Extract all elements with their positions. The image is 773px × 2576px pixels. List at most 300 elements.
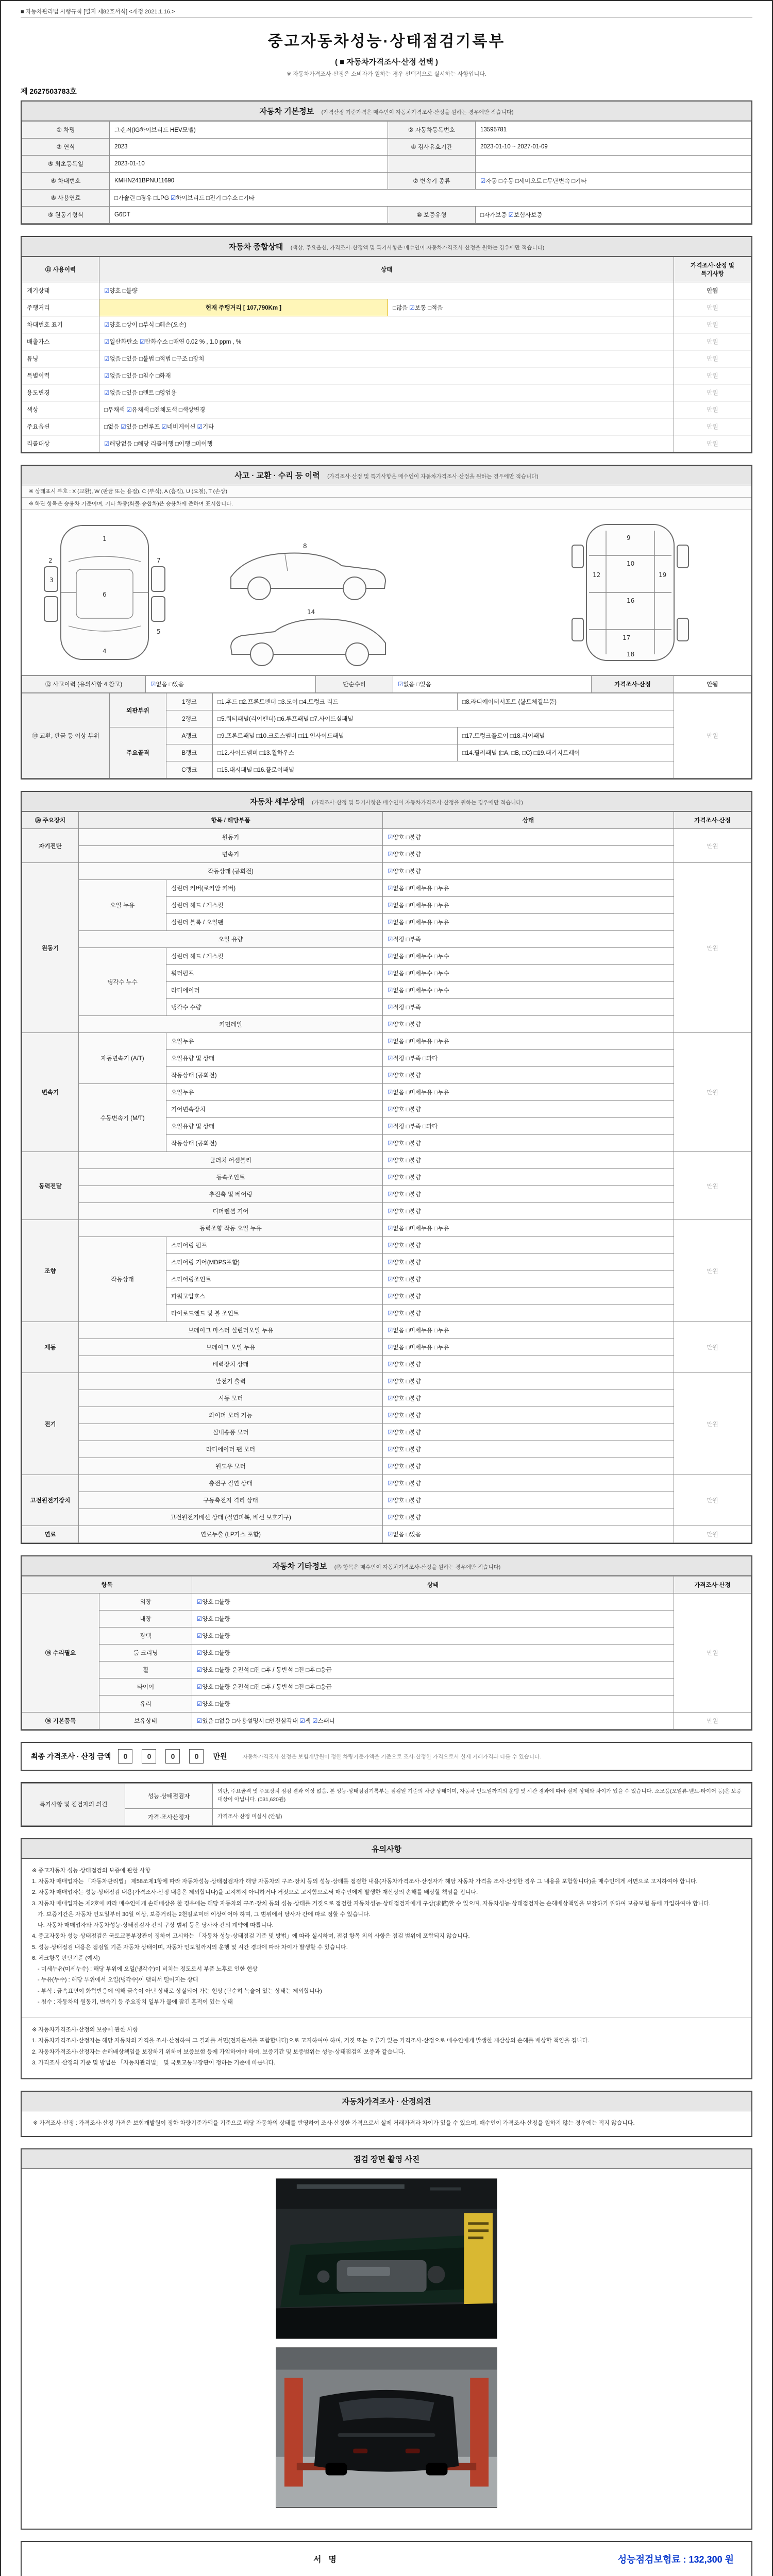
notices-body-2 [22, 2018, 751, 2078]
svg-text:19: 19 [659, 571, 667, 579]
table-cell: 가격조사·산정 미실시 (안됨) [213, 1808, 751, 1825]
checked-box: ☑ [388, 1260, 393, 1266]
photos-body [22, 2169, 751, 2529]
table-row [22, 1237, 751, 1254]
section-inspector-opinion [21, 1782, 752, 1827]
table-cell: ☑양호 □불량 [383, 1356, 674, 1373]
checked-box: ☑ [388, 1039, 393, 1045]
checked-box: ☑ [388, 1141, 393, 1147]
table-cell: ☑없음 □미세누유 □누유 [383, 1339, 674, 1356]
notice-line: 가. 보증기간은 자동차 인도일부터 30일 이상, 보증거리는 2천킬로미터 이상이어야 하며, 그 범위에서 당사자 간에 따로 정할 수 있습니다. [32, 1911, 371, 1918]
checked-box: ☑ [388, 1294, 393, 1300]
photo-engine-bay [276, 2178, 497, 2339]
checked-box: ☑ [121, 424, 126, 430]
table-row [22, 880, 751, 897]
notice-line: 4. 중고자동차 성능·상태점검은 국토교통부장관이 정하여 고시하는 「자동차 성능·상태점검 기준 및 방법」에 따라 실시하며, 점검 항목 외의 사항은 점검 범위에 포함되지 않습니다. [32, 1933, 470, 1940]
table-cell: 추진축 및 베어링 [79, 1186, 383, 1203]
checked-box: ☑ [388, 1379, 393, 1385]
svg-text:17: 17 [623, 634, 631, 641]
table-cell: ⑩ 보증유형 [388, 207, 476, 224]
table-cell: 커먼레일 [79, 1016, 383, 1033]
table-cell: □15.대시패널 □16.플로어패널 [213, 761, 674, 778]
table-cell: □자가보증 ☑보험사보증 [476, 207, 751, 224]
table-cell: ☑없음 □있음 [393, 676, 592, 693]
table-cell: 오일유량 및 상태 [166, 1118, 383, 1135]
table-row [22, 190, 751, 207]
checked-box: ☑ [388, 1464, 393, 1470]
table-cell: ☑양호 □불량 [383, 1390, 674, 1407]
checked-box: ☑ [388, 1124, 393, 1130]
valuation-header [22, 2092, 751, 2111]
table-cell: ☑양호 □불량 [383, 1424, 674, 1441]
svg-text:14: 14 [307, 608, 315, 616]
form-reference: ■ 자동차관리법 시행규칙 [별지 제82호서식] <개정 2021.1.16.> [21, 7, 752, 18]
table-cell: 고전원전기배선 상태 (절연피복, 배선 보호기구) [79, 1509, 383, 1526]
price-digit: 0 [189, 1749, 204, 1764]
checked-box: ☑ [104, 356, 110, 362]
section-inspection-photos [21, 2148, 752, 2530]
table-cell: 타이로드엔드 및 볼 조인트 [166, 1305, 383, 1322]
table-cell: ☑없음 □있음 □렌트 □영업용 [99, 384, 674, 401]
table-cell: 외판, 주요골격 및 주요장치 점검 결과 이상 없음. 본 성능·상태점검기록부는 점검일 기준의 차량 상태이며, 자동차 인도일까지의 운행 및 시간 경과에 따라 실제 상태와 차이가 있을 수 있습니다. 소모품(오일류·벨트·타이어 등)은 보증 대상이 아닙니다. (031,620원) [213, 1784, 751, 1809]
checked-box: ☑ [388, 971, 393, 977]
checked-box: ☑ [388, 988, 393, 994]
panel-replacement-table [22, 693, 751, 778]
checked-box: ☑ [197, 1633, 203, 1639]
table-cell: 배출가스 [22, 333, 99, 350]
table-cell: ☑양호 □불량 [383, 1254, 674, 1271]
table-cell: 2023 [110, 139, 388, 156]
table-cell: ☑양호 □불량 [383, 1441, 674, 1458]
table-row [22, 333, 751, 350]
table-row [22, 693, 751, 710]
table-row [22, 1424, 751, 1441]
table-cell: 스티어링 펌프 [166, 1237, 383, 1254]
section-notices [21, 1838, 752, 2079]
notice-line: 1. 자동차가격조사·산정자는 해당 자동차의 가격을 조사·산정하여 그 결과를 서면(전자문서를 포함합니다)으로 고지하여야 하며, 거짓 또는 오류가 있는 가격조사·산정으로 매수인에게 발생한 재산상의 손해를 배상할 책임을 집니다. [32, 2038, 590, 2044]
table-row [22, 1152, 751, 1169]
table-cell: ☑양호 □불량 [192, 1696, 674, 1713]
table-cell: 만원 [674, 401, 751, 418]
table-cell: ☑없음 □미세누수 □누수 [383, 982, 674, 999]
table-row [22, 1509, 751, 1526]
table-cell: 배력장치 상태 [79, 1356, 383, 1373]
table-cell: □14.필러패널 (□A, □B, □C) □19.패키지트레이 [458, 744, 674, 761]
table-cell: 브레이크 오일 누유 [79, 1339, 383, 1356]
table-row [22, 1645, 751, 1662]
table-row [22, 1220, 751, 1237]
svg-text:18: 18 [627, 651, 635, 658]
table-row [22, 1084, 751, 1101]
checked-box: ☑ [104, 288, 110, 294]
table-cell: 차대번호 표기 [22, 316, 99, 333]
table-cell: 등속조인트 [79, 1169, 383, 1186]
notice-line: 3. 가격조사·산정의 기준 및 방법은 「자동차관리법」 및 국토교통부장관이 정하는 기준에 따릅니다. [32, 2059, 276, 2066]
table-cell: ☑양호 □불량 [383, 1492, 674, 1509]
table-cell: 가격조사·산정 [674, 812, 751, 829]
table-cell: 원동기 [22, 863, 79, 1033]
table-cell: ☑양호 □불량 [192, 1645, 674, 1662]
checked-box: ☑ [388, 852, 393, 858]
checked-box: ☑ [388, 1328, 393, 1334]
table-cell: □17.트렁크플로어 □18.리어패널 [458, 727, 674, 744]
table-cell: ☑양호 □불량 운전석 □전 □후 / 동반석 □전 □후 □응급 [192, 1679, 674, 1696]
state-code-legend: ※ 상태표시 부호 : X (교환), W (판금 또는 용접), C (부식), A (흠집), U (요철), T (손상) [22, 485, 751, 498]
section-basic-header [22, 101, 751, 121]
table-cell: 수동변속기 (M/T) [79, 1084, 166, 1152]
final-price-bar [21, 1742, 752, 1771]
table-cell: □많음 ☑보통 □적음 [388, 299, 674, 316]
section-note: (⑮ 항목은 매수인이 자동차가격조사·산정을 원하는 경우에만 적습니다) [334, 1564, 501, 1570]
table-row [22, 931, 751, 948]
table-row [22, 299, 751, 316]
table-row [22, 1628, 751, 1645]
svg-text:3: 3 [49, 577, 54, 584]
table-row [22, 122, 751, 139]
table-row [22, 1492, 751, 1509]
checked-box: ☑ [388, 1362, 393, 1368]
table-cell: 1랭크 [166, 693, 213, 710]
table-cell: ⑨ 원동기형식 [22, 207, 110, 224]
svg-text:4: 4 [103, 648, 107, 655]
table-cell: 만원 [674, 418, 751, 435]
checked-box: ☑ [388, 1107, 393, 1113]
checked-box: ☑ [388, 1277, 393, 1283]
table-cell: ⑧ 사용연료 [22, 190, 110, 207]
table-row [22, 316, 751, 333]
checked-box: ☑ [388, 869, 393, 875]
table-row [22, 1611, 751, 1628]
checked-box: ☑ [388, 1192, 393, 1198]
checked-box: ☑ [104, 322, 110, 328]
document-title: 중고자동차성능·상태점검기록부 [267, 33, 506, 50]
table-cell: 현재 주행거리 [ 107,790Km ] [99, 299, 388, 316]
section-detailed-condition [21, 791, 752, 1544]
table-cell: ☑없음 □있음 [146, 676, 316, 693]
table-cell: 13595781 [476, 122, 751, 139]
table-cell: 작동상태 (공회전) [166, 1067, 383, 1084]
checked-box: ☑ [409, 305, 415, 311]
table-cell: ☑양호 □불량 [383, 1101, 674, 1118]
svg-text:5: 5 [157, 628, 161, 635]
table-cell: 만원 [674, 1526, 751, 1543]
checked-box: ☑ [388, 1515, 393, 1521]
section-title: 자동차 기본정보 [259, 107, 314, 116]
table-cell: 오일누유 [166, 1033, 383, 1050]
table-row [22, 812, 751, 829]
table-cell: ☑적정 □부족 □과다 [383, 1118, 674, 1135]
document-number: 제 2627503783호 [21, 87, 77, 95]
table-cell: 동력조향 작동 오일 누유 [79, 1220, 383, 1237]
table-cell: 냉각수 누수 [79, 948, 166, 1016]
table-row [22, 1203, 751, 1220]
table-cell: 자기진단 [22, 829, 79, 863]
table-cell: 윈도우 모터 [79, 1458, 383, 1475]
table-row [22, 350, 751, 367]
checked-box: ☑ [104, 390, 110, 396]
photo-engine-bay-image [276, 2179, 497, 2338]
checked-box: ☑ [104, 373, 110, 379]
table-cell: 만원 [674, 1475, 751, 1526]
checked-box: ☑ [388, 1158, 393, 1164]
table-cell: 보유상태 [99, 1713, 192, 1730]
table-cell: 광택 [99, 1628, 192, 1645]
checked-box: ☑ [197, 1684, 203, 1690]
notice-line: 6. 체크항목 판단기준 (예시) [32, 1955, 100, 1961]
table-cell: 안됨 [674, 676, 751, 693]
table-cell: 만원 [674, 1152, 751, 1220]
table-cell: 연료누출 (LP가스 포함) [79, 1526, 383, 1543]
table-cell: 가격조사·산정 [674, 1577, 751, 1594]
table-row [22, 1784, 751, 1809]
table-cell: 만원 [674, 316, 751, 333]
svg-text:9: 9 [627, 534, 631, 541]
table-cell: 시동 모터 [79, 1390, 383, 1407]
checked-box: ☑ [388, 1209, 393, 1215]
checked-box: ☑ [388, 1243, 393, 1249]
table-cell: ☑양호 □불량 [192, 1611, 674, 1628]
table-cell: 작동상태 (공회전) [79, 863, 383, 880]
table-cell: 브레이크 마스터 실린더오일 누유 [79, 1322, 383, 1339]
table-cell: 계기상태 [22, 282, 99, 299]
table-row [22, 1679, 751, 1696]
table-cell: 만원 [674, 1322, 751, 1373]
notice-line: - 누유(누수) : 해당 부위에서 오일(냉각수)이 맺혀서 떨어지는 상태 [32, 1977, 198, 1984]
section-overall-header [22, 237, 751, 257]
vehicle-type-legend: ※ 하단 항목은 승용차 기준이며, 기타 차종(화물·승합차)은 승용차에 준하여 표시합니다. [22, 498, 751, 510]
table-cell: 특기사항 및 점검자의 의견 [22, 1784, 125, 1826]
table-row [22, 418, 751, 435]
valuation-body: ※ 가격조사·산정 : 가격조사·산정 가격은 보험개발원이 정한 차량기준가액을 기준으로 해당 자동차의 상태를 반영하여 조사·산정한 가격으로서 실제 거래가격과 차이가 있을 수 있으며, 매수인이 가격조사·산정을 원하지 않는 경우에는 적지 않습니다. [33, 2120, 635, 2127]
table-cell: 작동상태 (공회전) [166, 1135, 383, 1152]
table-cell: 동력전달 [22, 1152, 79, 1220]
table-cell: ☑양호 □불량 [383, 846, 674, 863]
table-row [22, 1390, 751, 1407]
checked-box: ☑ [388, 1056, 393, 1062]
table-cell: 외장 [99, 1594, 192, 1611]
accident-summary-table [22, 675, 751, 693]
table-row [22, 1475, 751, 1492]
section-accident-history [21, 465, 752, 779]
final-price-note: 자동차가격조사·산정은 보험개발원이 정한 차량기준가액을 기준으로 조사·산정한 가격으로서 실제 거래가격과 다를 수 있습니다. [242, 1753, 542, 1760]
section-basic-info [21, 100, 752, 225]
table-cell: ⑤ 최초등록일 [22, 156, 110, 173]
checked-box: ☑ [388, 954, 393, 960]
table-cell: 그랜저(IG하이브리드 HEV모델) [110, 122, 388, 139]
section-title: 점검 장면 촬영 사진 [353, 2155, 420, 2164]
table-cell: 외판부위 [110, 693, 166, 727]
svg-text:1: 1 [103, 535, 107, 543]
section-note: (가격조사·산정 및 특기사항은 매수인이 자동차가격조사·산정을 원하는 경우에만 적습니다) [327, 473, 539, 480]
checked-box: ☑ [140, 339, 145, 345]
table-cell: ☑양호 □불량 [383, 1203, 674, 1220]
checked-box: ☑ [388, 835, 393, 841]
table-row [22, 1808, 751, 1825]
signature-label: 서명 [313, 2555, 344, 2565]
section-title: 자동차 기타정보 [272, 1562, 327, 1571]
svg-text:16: 16 [627, 597, 635, 604]
table-cell: 가격조사·산정 및 특기사항 [674, 257, 751, 282]
section-valuation-opinion [21, 2091, 752, 2137]
table-cell [388, 156, 476, 173]
table-cell: 작동상태 [79, 1237, 166, 1322]
detailed-condition-table [22, 811, 751, 1543]
notice-line: 1. 자동차 매매업자는 「자동차관리법」 제58조제1항에 따라 자동차성능·상태점검자가 해당 자동차의 구조·장치 등의 성능·상태를 점검한 내용(자동차가격조사·산정자가 해당 자동차 가격을 조사·산정한 경우 그 내용을 포함합니다)을 매수인에게 서면으로 고지하여야 합니다. [32, 1878, 698, 1885]
table-cell: G6DT [110, 207, 388, 224]
table-cell: 상태 [383, 812, 674, 829]
svg-text:6: 6 [103, 591, 107, 598]
checked-box: ☑ [104, 339, 110, 345]
table-cell: 실린더 헤드 / 개스킷 [166, 948, 383, 965]
table-row [22, 829, 751, 846]
price-option-line: ( ■ 자동차가격조사·산정 선택 ) [334, 58, 439, 66]
section-title: 사고 · 교환 · 수리 등 이력 [234, 471, 320, 480]
table-cell: □5.쿼터패널(리어펜더) □6.루프패널 □7.사이드실패널 [213, 710, 674, 727]
table-cell: 2023-01-10 ~ 2027-01-09 [476, 139, 751, 156]
table-cell: □없음 ☑있음 □썬루프 ☑네비게이션 ☑기타 [99, 418, 674, 435]
table-cell: 조향 [22, 1220, 79, 1322]
table-row [22, 384, 751, 401]
photos-header [22, 2149, 751, 2169]
car-diagram-top-view [44, 526, 165, 659]
checked-box: ☑ [388, 1481, 393, 1487]
section-title: 유의사항 [372, 1844, 401, 1854]
table-cell: ☑양호 □불량 [383, 1186, 674, 1203]
checked-box: ☑ [508, 212, 514, 218]
car-diagram-underside [572, 524, 688, 660]
table-cell: 주요옵션 [22, 418, 99, 435]
checked-box: ☑ [388, 1005, 393, 1011]
table-cell: B랭크 [166, 744, 213, 761]
svg-text:7: 7 [157, 557, 161, 564]
section-etc-info [21, 1555, 752, 1731]
notice-line: 2. 자동차 매매업자는 성능·상태점검 내용(가격조사·산정 내용은 제외합니다)을 고지하지 아니하거나 거짓으로 고지함으로써 매수인에게 발생한 재산상의 손해를 배상할 책임을 집니다. [32, 1889, 478, 1896]
table-cell: □9.프론트패널 □10.크로스멤버 □11.인사이드패널 [213, 727, 458, 744]
checked-box: ☑ [388, 886, 393, 892]
table-row [22, 1696, 751, 1713]
table-cell: ☑없음 □미세누유 □누유 [383, 1033, 674, 1050]
table-cell [476, 156, 751, 173]
table-cell: ☑적정 □부족 [383, 931, 674, 948]
svg-text:8: 8 [303, 543, 307, 550]
table-cell: 휠 [99, 1662, 192, 1679]
notice-line: 나. 자동차 매매업자와 자동차성능·상태점검자 간의 구상 범위 등은 당사자 간의 계약에 따릅니다. [32, 1922, 274, 1929]
table-cell: ☑양호 □불량 [383, 863, 674, 880]
table-cell: ☑일산화탄소 ☑탄화수소 □매연 0.02 % , 1.0 ppm , % [99, 333, 674, 350]
table-cell: ① 차명 [22, 122, 110, 139]
table-cell: KMHN241BPNU11690 [110, 173, 388, 190]
table-cell: ⑦ 변속기 종류 [388, 173, 476, 190]
table-cell: ☑없음 □미세누수 □누수 [383, 948, 674, 965]
table-row [22, 1713, 751, 1730]
table-cell: ☑양호 □불량 [383, 1288, 674, 1305]
table-cell: ⑬ 교환, 판금 등 이상 부위 [22, 693, 110, 778]
basic-info-table [22, 121, 751, 224]
table-cell: 상태 [192, 1577, 674, 1594]
table-cell: 가격조사·산정 [592, 676, 674, 693]
table-cell: 클러치 어셈블리 [79, 1152, 383, 1169]
checked-box: ☑ [388, 1447, 393, 1453]
table-row [22, 207, 751, 224]
table-cell: 라디에이터 [166, 982, 383, 999]
checked-box: ☑ [388, 1175, 393, 1181]
table-cell: A랭크 [166, 727, 213, 744]
insurance-fee-label: 성능점검보험료 : [617, 2554, 686, 2565]
section-detail-header [22, 792, 751, 811]
table-cell: ☑양호 □불량 [383, 1067, 674, 1084]
table-cell: 내장 [99, 1611, 192, 1628]
table-cell: ⑯ 기본품목 [22, 1713, 99, 1730]
table-cell: □1.후드 □2.프론트펜더 □3.도어 □4.트렁크 리드 [213, 693, 458, 710]
table-cell: 만원 [674, 1713, 751, 1730]
table-cell: 변속기 [79, 846, 383, 863]
notices-header [22, 1839, 751, 1859]
checked-box: ☑ [388, 1396, 393, 1402]
photo-rear-lift [276, 2347, 497, 2508]
svg-text:12: 12 [593, 571, 601, 579]
section-note: (가격조사·산정 및 특기사항은 매수인이 자동차가격조사·산정을 원하는 경우에만 적습니다) [312, 800, 523, 806]
notice-line: ※ 중고자동차 성능·상태점검의 보증에 관한 사항 [32, 1867, 151, 1874]
table-cell: 가격·조사산정자 [125, 1808, 213, 1825]
table-cell: ☑양호 □불량 [192, 1628, 674, 1645]
table-row [22, 1322, 751, 1339]
table-cell: ☑없음 □있음 □불법 □적법 □구조 □장치 [99, 350, 674, 367]
table-cell: 타이어 [99, 1679, 192, 1696]
table-cell: ⑭ 주요장치 [22, 812, 79, 829]
table-cell: 만원 [674, 1373, 751, 1475]
table-cell: □가솔린 □경유 □LPG ☑하이브리드 □전기 □수소 □기타 [110, 190, 751, 207]
table-cell: ☑양호 □불량 [383, 1475, 674, 1492]
checked-box: ☑ [150, 682, 156, 688]
checked-box: ☑ [197, 1667, 203, 1673]
table-row [22, 1169, 751, 1186]
table-cell: 냉각수 수량 [166, 999, 383, 1016]
table-cell: ☑양호 □불량 [383, 1407, 674, 1424]
checked-box: ☑ [312, 1718, 318, 1724]
price-unit: 만원 [213, 1752, 227, 1760]
table-cell: 만원 [674, 350, 751, 367]
etc-info-table [22, 1576, 751, 1730]
table-cell: ☑없음 □미세누수 □누수 [383, 965, 674, 982]
table-cell: ⑥ 차대번호 [22, 173, 110, 190]
table-cell: 만원 [674, 435, 751, 452]
table-cell: 만원 [674, 1594, 751, 1713]
table-cell: □8.라디에이터서포트 (볼트체결부품) [458, 693, 674, 710]
table-cell: 스티어링조인트 [166, 1271, 383, 1288]
checked-box: ☑ [161, 424, 167, 430]
table-cell: 2023-01-10 [110, 156, 388, 173]
notice-line: - 침수 : 자동차의 원동기, 변속기 등 주요장치 일부가 물에 잠긴 흔적이 있는 상태 [32, 1998, 233, 2005]
notices-body-1 [22, 1859, 751, 2018]
table-cell: ④ 검사유효기간 [388, 139, 476, 156]
table-row [22, 1594, 751, 1611]
table-cell: ☑없음 □미세누유 □누유 [383, 914, 674, 931]
table-cell: 변속기 [22, 1033, 79, 1152]
table-cell: 만원 [674, 299, 751, 316]
table-cell: 만원 [674, 384, 751, 401]
table-cell: 만원 [674, 693, 751, 778]
table-cell: ☑양호 □불량 [383, 1237, 674, 1254]
car-diagram-canvas [25, 515, 751, 670]
notice-line: 3. 자동차 매매업자는 제2호에 따라 매수인에게 손해배상을 한 경우에는 해당 자동차의 구조·장치 등의 성능·상태를 거짓으로 점검한 자동차성능·상태점검자에게 구상(求償)할 수 있으며, 자동차성능·상태점검자는 손해배상책임을 보장하기 위하여 보증보험 등에 가입하여야 합니다. [32, 1900, 711, 1907]
table-cell: ☑없음 □미세누유 □누유 [383, 1084, 674, 1101]
table-cell: 안됨 [674, 282, 751, 299]
table-cell: ☑양호 □불량 [383, 1169, 674, 1186]
table-cell: 전기 [22, 1373, 79, 1475]
table-cell: 실린더 커버(로커암 커버) [166, 880, 383, 897]
section-signature [21, 2541, 752, 2576]
checked-box: ☑ [388, 937, 393, 943]
